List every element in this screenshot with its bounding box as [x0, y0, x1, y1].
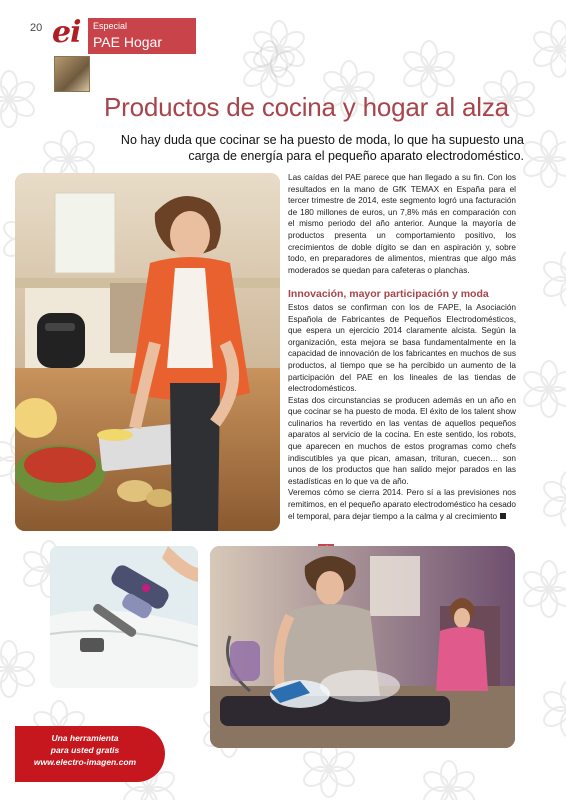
flower-pattern-icon — [0, 640, 38, 698]
section-thumbnail — [54, 56, 90, 92]
flower-pattern-icon — [540, 470, 566, 528]
flower-pattern-icon — [240, 40, 298, 98]
photo-woman-cooking — [15, 173, 280, 531]
flower-pattern-icon — [520, 130, 566, 188]
flower-pattern-icon — [250, 20, 308, 78]
flower-pattern-icon — [520, 360, 566, 418]
flower-pattern-icon — [520, 560, 566, 618]
photo-handheld-vacuum-illustration — [50, 546, 198, 688]
section-kicker: Especial — [93, 21, 128, 31]
paragraph: Las caídas del PAE parece que han llegado a su fin. Con los resultados en la mano de GfK TEMAX en España para el tercer trimestre de 2014, este segmento logró una facturación de 180 millones de euros, un 7,8% más en comparación con el mismo periodo del año anterior. Aunque la mayoría de productos presenta un comportamiento positivo, los crecimientos de doble dígito se dan en aspiración y, sobre todo, en preparadores de alimentos, mientras que algo más moderados se quedan para cafeteras o planchas. — [288, 173, 516, 275]
section-name: PAE Hogar — [93, 34, 162, 50]
flower-pattern-icon — [540, 250, 566, 308]
photo-woman-ironing — [210, 546, 515, 748]
page-number: 20 — [30, 22, 43, 34]
promo-badge[interactable] — [15, 726, 165, 782]
photo-woman-ironing-illustration — [210, 546, 515, 748]
article-title: Productos de cocina y hogar al alza — [104, 92, 509, 122]
paragraph-text: Veremos cómo se cierra 2014. Pero sí a las previsiones nos remitimos, en el pequeño aparato electrodoméstico ha cesado el temporal, para dejar tiempo a la calma y al crecimiento — [288, 488, 516, 521]
promo-line-2: para usted gratis — [50, 745, 120, 755]
flower-pattern-icon — [300, 740, 358, 798]
promo-url-link[interactable]: www.electro-imagen.com — [33, 757, 137, 767]
end-of-article-icon — [500, 513, 506, 519]
flower-pattern-icon — [400, 40, 458, 98]
flower-pattern-icon — [420, 760, 478, 800]
section-tag — [88, 18, 196, 54]
paragraph: Estas dos circunstancias se producen además en un año en que cocinar se ha puesto de moda. El éxito de los talent show culinarios ha revertido en las ventas de aquellos pequeños aparatos al servicio de la cocina. En este sentido, los robots, que aparecen en muchos de estos programas como chefs indiscutibles ya que pican, amasan, trituran, cuecen… son unos de los productos que han salido mejor parados en las estadísticas en lo que va de año. — [288, 395, 516, 486]
magazine-logo: ei — [52, 15, 81, 50]
article-body — [288, 172, 516, 556]
section-heading: Innovación, mayor participación y moda — [288, 288, 489, 301]
article-subtitle: No hay duda que cocinar se ha puesto de moda, lo que ha supuesto una carga de energía para el pequeño aparato electrodoméstico. — [120, 133, 524, 163]
paragraph — [288, 487, 516, 522]
photo-handheld-vacuum — [50, 546, 198, 688]
promo-line-1: Una herramienta — [51, 733, 119, 743]
flower-pattern-icon — [0, 70, 38, 128]
flower-pattern-icon — [530, 20, 566, 78]
flower-pattern-icon — [540, 680, 566, 738]
photo-woman-cooking-illustration — [15, 173, 280, 531]
paragraph: Estos datos se confirman con los de FAPE, la Asociación Española de Fabricantes de Pequeños Electrodomésticos, que espera un ejercicio 2014 claramente alcista. Según la organización, esta mejora se basa fundamentalmente en la capacidad de innovación de los fabricantes en muchos de sus productos, al tiempo que se ha percibido un aumento de la participación del PAE en los lineales de las tiendas de electrodomésticos. — [288, 302, 516, 394]
